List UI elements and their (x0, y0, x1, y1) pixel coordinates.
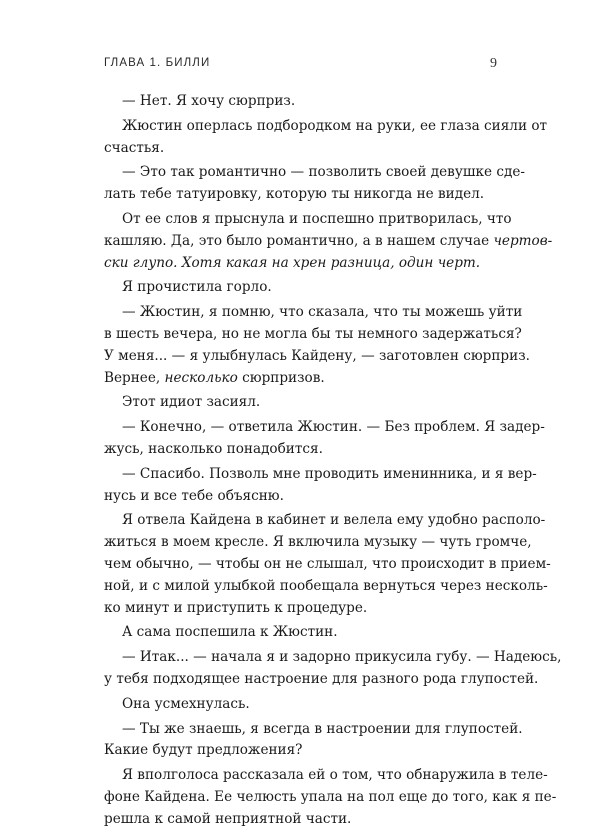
text-line (104, 231, 553, 253)
text-fragment: Вернее, (104, 369, 165, 386)
text-line: жусь, насколько понадобится. (104, 440, 323, 457)
text-line: — Спасибо. Позволь мне проводить именинника, и я вер- (122, 465, 537, 482)
text-line: А сама поспешила к Жюстин. (122, 624, 338, 641)
body-text (104, 91, 562, 831)
text-line: Я отвела Кайдена в кабинет и велела ему удобно располо- (122, 512, 546, 529)
text-line: Я прочистила горло. (122, 279, 272, 296)
text-line: у тебя подходящее настроение для разного рода глупостей. (104, 670, 539, 687)
text-line: житься в моем кресле. Я включила музыку — чуть громче, (104, 534, 532, 551)
text-line: — Это так романтично — позволить своей девушке сде- (122, 164, 525, 181)
italic-fragment: ски глупо. Хотя какая на хрен разница, один черт. (104, 254, 481, 271)
text-line (104, 253, 497, 275)
text-fragment: кашляю. Да, это было романтично, а в нашем случае (104, 232, 494, 249)
text-line: нусь и все тебе объясню. (104, 487, 284, 504)
text-line: счастья. (104, 139, 165, 156)
text-line: — Конечно, — ответила Жюстин. — Без проблем. Я задер- (122, 419, 545, 436)
chapter-title: ГЛАВА 1. БИЛЛИ (104, 57, 211, 69)
text-line: Этот идиот засиял. (122, 394, 261, 411)
text-line: От ее слов я прыснула и поспешно притворилась, что (122, 210, 512, 227)
running-header (104, 57, 497, 75)
text-line: — Нет. Я хочу сюрприз. (122, 93, 296, 109)
text-line: решла к самой неприятной части. (104, 810, 352, 827)
italic-fragment: чертов- (493, 232, 553, 249)
text-line: Какие будут предложения? (104, 742, 303, 759)
text-line: фоне Кайдена. Ее челюсть упала на пол еще до того, как я пе- (104, 788, 557, 805)
text-line: Она усмехнулась. (122, 695, 250, 712)
text-line: чем обычно, — чтобы он не слышал, что происходит в прием- (104, 555, 551, 572)
text-line: ной, и с милой улыбкой пообещала вернуться через несколь- (104, 577, 548, 594)
text-line (104, 368, 497, 390)
text-line: ко минут и приступить к процедуре. (104, 599, 368, 616)
text-line: Я вполголоса рассказала ей о том, что обнаружила в теле- (122, 767, 548, 784)
text-line: — Жюстин, я помню, что сказала, что ты можешь уйти (122, 304, 523, 321)
text-line: — Ты же знаешь, я всегда в настроении для глупостей. (122, 720, 523, 737)
page-number: 9 (490, 56, 497, 71)
text-line: — Итак... — начала я и задорно прикусила губу. — Надеюсь, (122, 649, 562, 666)
text-line: в шесть вечера, но не могла бы ты немного задержаться? (104, 325, 522, 342)
text-line: Жюстин оперлась подбородком на руки, ее глаза сияли от (122, 117, 548, 134)
text-fragment: сюрпризов. (237, 369, 325, 386)
italic-fragment: несколько (164, 369, 238, 386)
text-line: лать тебе татуировку, которую ты никогда не видел. (104, 186, 485, 203)
text-line: У меня... — я улыбнулась Кайдену, — заготовлен сюрприз. (104, 347, 530, 364)
